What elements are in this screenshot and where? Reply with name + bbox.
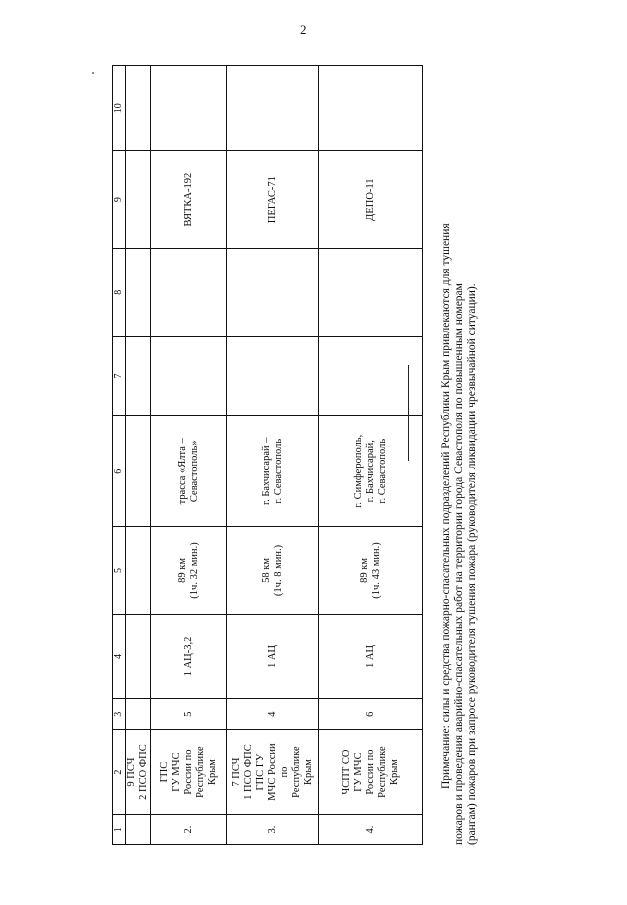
footnote-line-1: Примечание: силы и средства пожарно-спасательных подразделений Республики Крым привлекаются для тушения [440, 223, 452, 789]
col10-cell [151, 66, 227, 151]
rotated-landscape-page [112, 65, 627, 845]
personnel-count: 6 [319, 699, 423, 730]
col-num-7: 7 [113, 336, 126, 415]
row-number: 2. [151, 815, 227, 845]
col-num-1: 1 [113, 815, 126, 845]
col-num-9: 9 [113, 151, 126, 248]
col-num-5: 5 [113, 527, 126, 614]
closing-dash [408, 365, 409, 461]
unit-cell: 9 ПСЧ 2 ПСО ФПС [126, 730, 151, 815]
col8-cell [227, 248, 319, 336]
distance-cell: 58 км (1ч. 8 мин.) [227, 527, 319, 614]
col8-cell [151, 248, 227, 336]
col-num-8: 8 [113, 248, 126, 336]
table-row [319, 66, 423, 845]
page-number: 2 [300, 22, 307, 37]
row-number: 3. [227, 815, 319, 845]
vehicles-cell: 1 АЦ-3,2 [151, 614, 227, 699]
route-cell: трасса «Ялта – Севастополь» [151, 416, 227, 527]
table-row [227, 66, 319, 845]
personnel-count: 5 [151, 699, 227, 730]
unit-cell: ГПС ГУ МЧС России по Республике Крым [151, 730, 227, 815]
scan-speck [92, 72, 94, 74]
col7-cell [151, 336, 227, 415]
column-number-row [113, 66, 126, 845]
callsign-cell: ВЯТКА-192 [151, 151, 227, 248]
fire-units-table [112, 65, 423, 845]
unit-cell: 7 ПСЧ 1 ПСО ФПС ГПС ГУ МЧС России по Республике Крым [227, 730, 319, 815]
col-num-10: 10 [113, 66, 126, 151]
row-number: 4. [319, 815, 423, 845]
route-cell: г. Бахчисарай – г. Севастополь [227, 416, 319, 527]
col10-cell [227, 66, 319, 151]
col7-cell [227, 336, 319, 415]
unit-cell: ЧСПТ СО ГУ МЧС России по Республике Крым [319, 730, 423, 815]
table-row [126, 66, 151, 845]
vehicles-cell: 1 АЦ [319, 614, 423, 699]
col-num-4: 4 [113, 614, 126, 699]
col-num-2: 2 [113, 730, 126, 815]
col8-cell [319, 248, 423, 336]
footnote [440, 67, 480, 845]
footnote-line-2: пожаров и проведения аварийно-спасательных работ на территории города Севастополя по повышенным номерам [453, 283, 466, 845]
table-row [151, 66, 227, 845]
distance-cell: 89 км (1ч. 43 мин.) [319, 527, 423, 614]
route-cell: г. Симферополь, г. Бахчисарай, г. Севастополь [319, 416, 423, 527]
col-num-3: 3 [113, 699, 126, 730]
callsign-cell: ДЕПО-11 [319, 151, 423, 248]
vehicles-cell: 1 АЦ [227, 614, 319, 699]
col-num-6: 6 [113, 416, 126, 527]
distance-cell: 89 км (1ч. 32 мин.) [151, 527, 227, 614]
col7-cell [319, 336, 423, 415]
callsign-cell: ПЕГАС-71 [227, 151, 319, 248]
personnel-count: 4 [227, 699, 319, 730]
footnote-line-3: (рангам) пожаров при запросе руководителя тушения пожара (руководителя ликвидации чрезвычайной ситуации). [466, 283, 479, 845]
col10-cell [319, 66, 423, 151]
